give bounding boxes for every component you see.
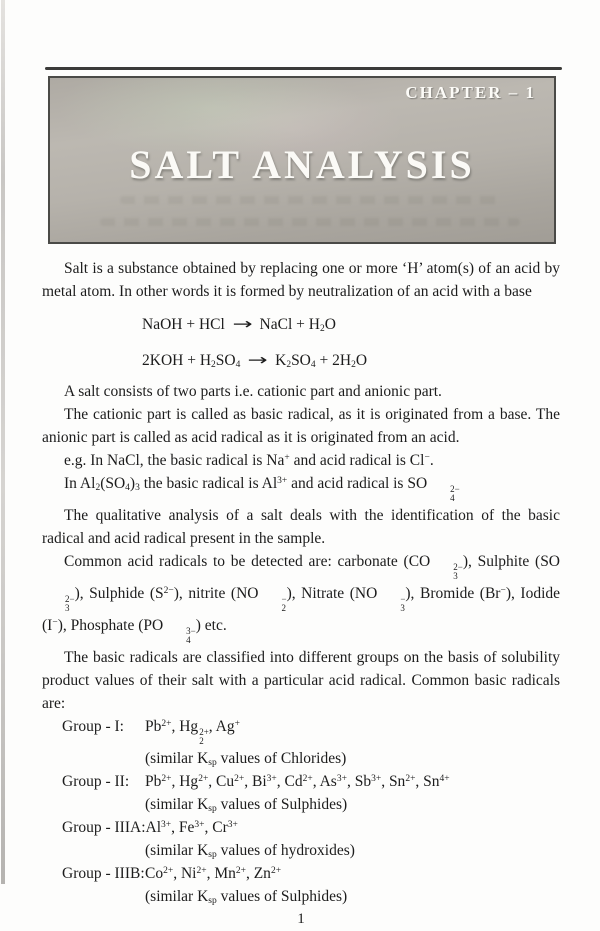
- group-ions: $Pb^{2+}$, Hg 2+ 2 , Ag+: [145, 717, 240, 747]
- group-label: Group - I:: [62, 717, 124, 735]
- scan-artifact: [120, 196, 500, 204]
- salt-parts-paragraph: A salt consists of two parts i.e. cationic part and anionic part.: [64, 383, 442, 400]
- group-note: (similar $K_{sp}$ values of hydroxides): [145, 841, 355, 860]
- group-label: Group - IIIA:: [62, 818, 146, 836]
- group-row-4: [62, 862, 560, 885]
- equation-koh-h2so4: $2KOH + H_2SO_4 \to K_2SO_4 + 2H_2O$: [142, 351, 368, 370]
- group-note: (similar $K_{sp}$ values of Sulphides): [145, 887, 348, 906]
- chapter-label: CHAPTER – 1: [405, 83, 536, 102]
- group-label: Group - IIIB:: [62, 864, 145, 882]
- page-content: [42, 257, 560, 931]
- cationic-anionic-paragraph: The cationic part is called as basic radical, as it is originated from a base. The anionic part is called as acid radical as it is originated from an acid.: [42, 406, 560, 446]
- book-edge-shadow: [1, 0, 5, 884]
- page-number: 1: [297, 910, 305, 927]
- group-row-2: [62, 770, 560, 793]
- intro-paragraph: Salt is a substance obtained by replacing one or more ‘H’ atom(s) of an acid by metal atom. In other words it is formed by neutralization of an acid with a base: [42, 260, 560, 300]
- group-note: (similar $K_{sp}$ values of Chlorides): [145, 749, 347, 768]
- group-label: Group - II:: [62, 772, 130, 790]
- group-ions: $Al^{3+}$, $Fe^{3+}$, $Cr^{3+}$: [145, 818, 238, 836]
- chapter-banner: [48, 76, 556, 244]
- scan-artifact: [100, 218, 520, 226]
- example-al2so43-line: In $Al_2(SO_4)_3$ the basic radical is $Al^{3+}$ and acid radical is SO 2− 4: [64, 475, 460, 504]
- basic-radicals-paragraph: The basic radicals are classified into different groups on the basis of solubility product values of their salt with a particular acid radical. Common basic radicals are:: [42, 648, 560, 712]
- acid-radicals-paragraph: Common acid radicals to be detected are: carbonate (CO 2− 3 ), Sulphite (SO 2− 3 ), Sulphide $(S^{2-})$, nitrite (NO − 2 ), Nitrate (NO − 3 ), Bromide (Br−), Iodide (I−), Phosphate (PO 3− 4 ) etc.: [42, 552, 561, 646]
- chapter-title: SALT ANALYSIS: [129, 142, 475, 187]
- equation-naoh-hcl: NaOH + HCl → NaCl + $H_2O$: [142, 315, 336, 334]
- example-nacl-line: e.g. In NaCl, the basic radical is Na+ and acid radical is Cl−.: [64, 452, 434, 469]
- group-ions: $Co^{2+}$, $Ni^{2+}$, $Mn^{2+}$, $Zn^{2+}$: [145, 864, 282, 882]
- group-note: (similar $K_{sp}$ values of Sulphides): [145, 795, 348, 814]
- header-rule: [45, 67, 562, 70]
- basic-radical-groups: [62, 715, 560, 908]
- group-row-3: [62, 816, 560, 839]
- group-ions: $Pb^{2+}$, $Hg^{2+}$, $Cu^{2+}$, $Bi^{3+}$, $Cd^{2+}$, $As^{3+}$, $Sb^{3+}$, $Sn^{2+}$, $Sn^{4+}$: [145, 772, 450, 790]
- qualitative-analysis-paragraph: The qualitative analysis of a salt deals with the identification of the basic radical and acid radical present in the sample.: [42, 506, 560, 547]
- group-row-1: [62, 715, 560, 747]
